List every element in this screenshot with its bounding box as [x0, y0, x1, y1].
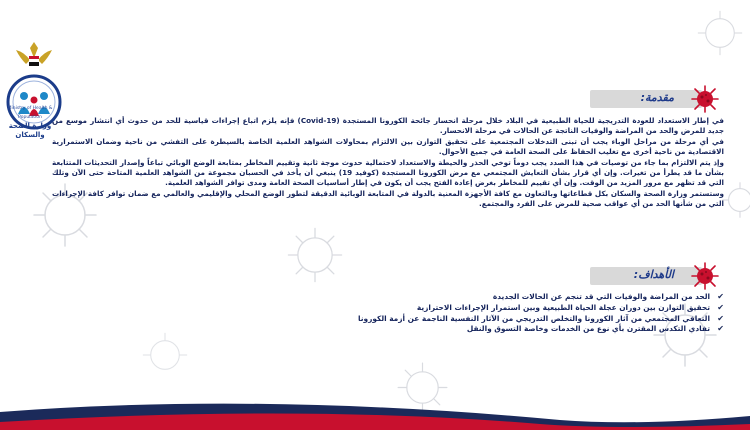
list-item	[204, 303, 724, 314]
checkmark-icon: ✔	[717, 292, 724, 301]
virus-icon	[690, 84, 720, 114]
virus-decoration-icon	[285, 225, 345, 285]
virus-decoration-icon	[695, 8, 745, 58]
goal-text: الحد من المراضة والوفيات التي قد تنجم عن الحالات الجديدة	[492, 292, 710, 301]
intro-paragraph: في إطار الاستعداد للعودة التدريجية للحياة الطبيعية في البلاد خلال مرحلة انحسار جائحة الكورونا المستجدة (Covid-19) فإنه يلزم اتباع إجراءات قياسية للحد من حدوث أي انتشار موسع من جديد للمرض والحد من المراضة والوفيات الناتجة عن الحالات في مرحلة الانحسار.	[52, 116, 725, 136]
goals-list	[204, 292, 724, 335]
list-item	[204, 324, 724, 335]
virus-decoration-icon	[140, 330, 190, 380]
checkmark-icon: ✔	[717, 313, 724, 323]
intro-title: مقدمة:	[640, 91, 674, 104]
bottom-swoosh-decoration	[0, 390, 750, 430]
intro-paragraph: في أي مرحلة من مراحل الوباء يجب أن تبنى التدخلات المجتمعية على تحقيق التوازن بين الالتزام بمحاولات الشواهد العلمية الخاصة بالسيطرة على التفشي من ناحية وضمان الاستمرارية الاقتصادية من ناحية أخرى مع تغليب الحفاظ على الصحة العامة في جميع الأحوال.	[52, 136, 724, 157]
list-item	[204, 314, 724, 325]
goals-header	[590, 265, 702, 287]
logo-name-en: Ministry of Health & Population	[7, 106, 53, 120]
intro-text	[52, 116, 724, 210]
logo-caption	[2, 104, 58, 140]
intro-paragraph: وستستمر وزارة الصحة والسكان بكل قطاعاتها وبالتعاون مع كافة الأجهزة المعنية بالدولة في المتابعة الوبائية الدقيقة لتطور الوضع المحلي والإقليمي والعالمي مع ضمان توافر كافة الإجراءات التي من شأنها الحد من أي عواقب صحية للمرض على الفرد والمجتمع.	[52, 188, 724, 209]
goal-text: التعافي المجتمعي من آثار الكورونا والتخلص التدريجي من الآثار النفسية الناجمة عن أزمة الكورونا	[357, 313, 710, 323]
goals-title: الأهداف:	[633, 268, 674, 281]
checkmark-icon: ✔	[717, 302, 724, 312]
virus-icon	[690, 261, 720, 291]
list-item	[204, 292, 724, 303]
intro-paragraph: وإذ يتم الالتزام بما جاء من توصيات في هذا الصدد يجب دوماً توخي الحذر والحيطة والاستعداد لاحتمالية حدوث موجة ثانية وتقييم المخاطر بمتابعة الوضع الوبائي تباعاً وإصدار التحديثات المتتابعة بشأن ما قد يطرأ من تغيرات. وإن أي قرار بشأن التعايش المجتمعي مع مرض الكورونا المستجدة (كوفيد 19) ينبغي أن يأخذ في الحسبان مجموعة من الشواهد العلمية المتاحة حتى الآن وتلك التي قد تظهر مع مرور المزيد من الوقت. وإن أي تقييم للمخاطر بغرض إعادة الفتح يجب أن يكون في إطار أساسيات الصحة العامة ومدى توافر الشواهد العلمية.	[52, 157, 724, 188]
intro-header	[590, 88, 702, 110]
goal-text: تحقيق التوازن بين دوران عجلة الحياة الطبيعية وبين استمرار الإجراءات الاحترازية	[416, 302, 710, 312]
logo-name-ar: وزارة الصحة والسكان	[8, 122, 52, 139]
goal-text: تفادي التكدس المقترن بأي نوع من الخدمات وخاصة التسوق والنقل	[466, 324, 710, 334]
virus-decoration-icon	[720, 180, 750, 220]
checkmark-icon: ✔	[717, 324, 724, 334]
